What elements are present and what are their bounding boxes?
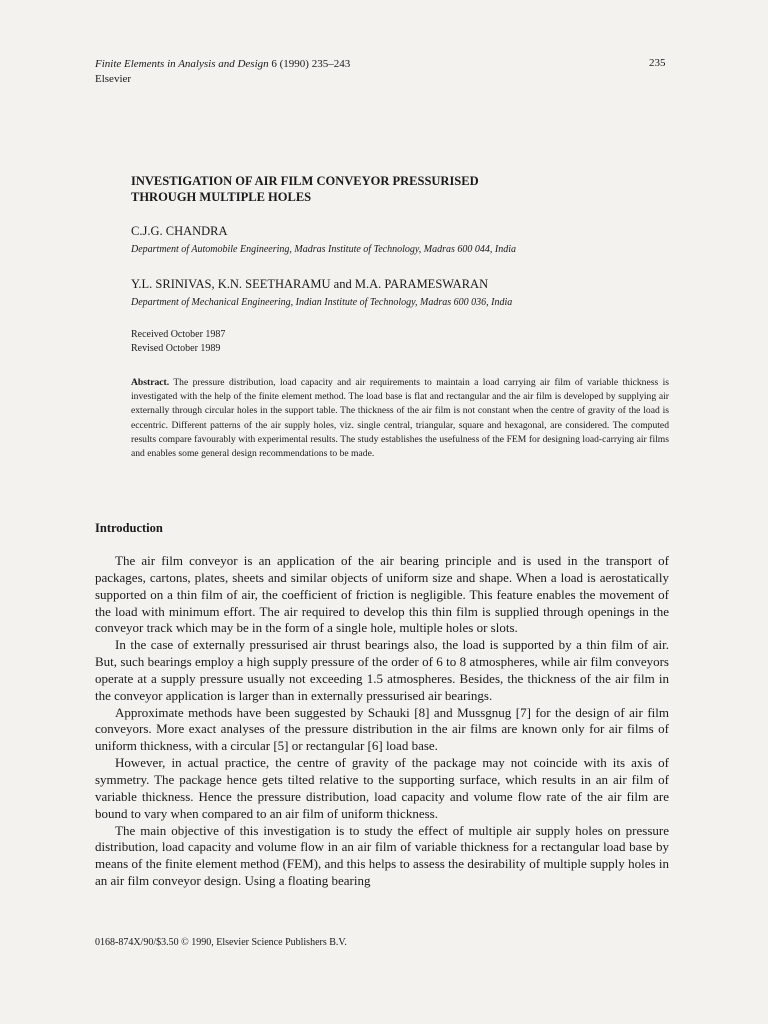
page-number: 235: [649, 57, 666, 69]
paper-title: [131, 173, 651, 205]
section-heading: Introduction: [95, 521, 163, 535]
paragraph: Approximate methods have been suggested by Schauki [8] and Mussgnug [7] for the design of air film conveyors. More exact analyses of the pressure distribution in the air films are known only for air films of uniform thickness, with a circular [5] or rectangular [6] load base.: [95, 704, 669, 754]
paragraph: The main objective of this investigation is to study the effect of multiple air supply holes on pressure distribution, load capacity and volume flow in an air film of variable thickness for a rectangular load base by means of the finite element method (FEM), and this helps to assess the desirability of multiple supply holes in an air film conveyor design. Using a floating bearing: [95, 822, 669, 889]
paragraph: However, in actual practice, the centre of gravity of the package may not coincide with its axis of symmetry. The package hence gets tilted relative to the supporting surface, which results in an air film of variable thickness. Hence the pressure distribution, load capacity and volume flow rate of the air film are bound to vary when compared to an air film of uniform thickness.: [95, 755, 669, 821]
journal-volume: 6 (1990) 235–243: [271, 58, 351, 70]
abstract-label: Abstract.: [131, 377, 170, 388]
paragraph: The air film conveyor is an application of the air bearing principle and is used in the transport of packages, cartons, plates, sheets and similar objects of uniform size and shape. When a load is aerostatically supported on a thin film of air, the coefficient of friction is negligible. This feature enables the movement of the load with minimum effort. The air required to develop this thin film is supplied through openings in the conveyor track which may be in the form of a single hole, multiple holes or slots.: [95, 553, 669, 636]
submission-dates: [131, 328, 225, 356]
title-line: THROUGH MULTIPLE HOLES: [131, 190, 312, 204]
paragraph: In the case of externally pressurised air thrust bearings also, the load is supported by a thin film of air. But, such bearings employ a high supply pressure of the order of 6 to 8 atmospheres, while air film conveyors operate at a supply pressure usually not exceeding 1.5 atmospheres. Besides, the thickness of the air film in the conveyor application is larger than in externally pressurised air bearings.: [95, 637, 669, 703]
author-names: Y.L. SRINIVAS, K.N. SEETHARAMU and M.A. PARAMESWARAN: [131, 277, 489, 291]
abstract-text: The pressure distribution, load capacity and air requirements to maintain a load carrying air film of variable thickness is investigated with the help of the finite element method. The load base is flat and rectangular and the air film is developed by supplying air externally through circular holes in the support table. The thickness of the air film is not constant when the centre of gravity of the load is eccentric. Different patterns of the air supply holes, viz. single central, triangular, square and hexagonal, are considered. The computed results compare favourably with experimental results. The study establishes the usefulness of the FEM for designing load-carrying air films and enables some general design recommendations to be made.: [131, 377, 669, 460]
revised-date: Revised October 1989: [131, 343, 221, 354]
author-affiliation: Department of Automobile Engineering, Madras Institute of Technology, Madras 600 044, India: [131, 244, 516, 255]
author-affiliation: Department of Mechanical Engineering, Indian Institute of Technology, Madras 600 036, India: [131, 297, 513, 308]
journal-name: Finite Elements in Analysis and Design: [95, 58, 269, 70]
author-names: C.J.G. CHANDRA: [131, 224, 228, 238]
copyright-footer: 0168-874X/90/$3.50 © 1990, Elsevier Science Publishers B.V.: [95, 937, 347, 948]
abstract: [131, 376, 669, 461]
publisher: Elsevier: [95, 73, 132, 85]
title-line: INVESTIGATION OF AIR FILM CONVEYOR PRESSURISED: [131, 174, 479, 188]
journal-citation: [95, 57, 350, 87]
received-date: Received October 1987: [131, 329, 226, 340]
section-body: [95, 553, 669, 890]
